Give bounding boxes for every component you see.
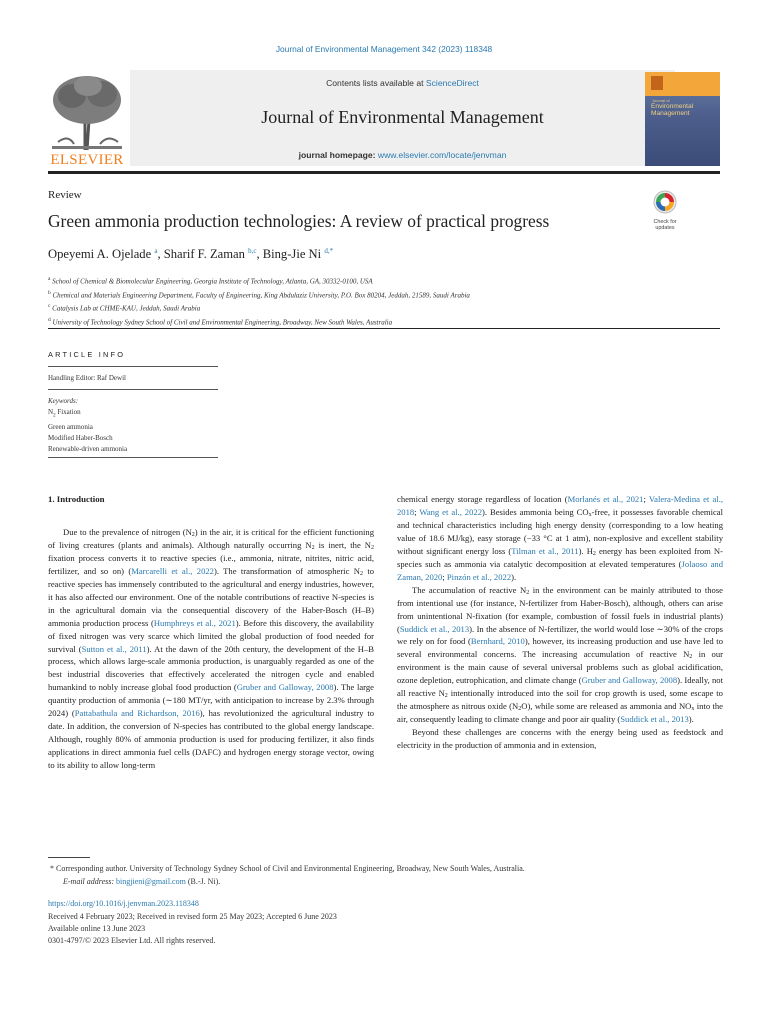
footnote-rule [48, 857, 90, 858]
author-name[interactable]: Opeyemi A. Ojelade [48, 247, 152, 262]
affiliation-text: University of Technology Sydney School of Civil and Environmental Engineering, Broadway, New South Wales, Australia [52, 318, 393, 327]
affiliation-item [48, 274, 470, 288]
citation-link[interactable]: Valera-Medina et al., 2018 [397, 494, 723, 517]
citation-link[interactable]: Tilman et al., 2011 [511, 545, 579, 556]
elsevier-tree-icon [48, 72, 126, 152]
citation-link[interactable]: Humphreys et al., 2021 [153, 617, 236, 628]
cover-logo-mark [651, 76, 663, 90]
journal-cover[interactable] [645, 72, 720, 166]
affiliation-item [48, 315, 470, 329]
check-updates-icon [653, 190, 677, 214]
article-type: Review [48, 189, 82, 201]
check-updates-label: Check for updates [653, 219, 677, 231]
online-date: Available online 13 June 2023 [48, 924, 146, 933]
elsevier-logo[interactable] [48, 72, 126, 168]
homepage-link[interactable]: www.elsevier.com/locate/jenvman [377, 150, 507, 160]
author-affil-marker[interactable]: d,* [324, 247, 334, 255]
email-label: E-mail address: [63, 877, 115, 886]
corresponding-author-note: * Corresponding author. University of Technology Sydney School of Civil and Environmental Engineering, Broadway, New South Wales, Australia. [50, 864, 525, 873]
body-column-left [48, 493, 374, 772]
journal-title: Journal of Environmental Management [261, 107, 544, 127]
body-paragraph: The accumulation of reactive $N_2$ in the environment can be mainly attributed to those from intentional use (for instance, N-fertilizer from Haber-Bosch), although, others can arise from unintentional N-fixation (for example, combustion of fossil fuels in industrial plants) (Suddick et al., 2013). In the absence of N-fertilizer, the world would lose ∼30% of the crops we rely on for food (Bernhard, 2010), however, its increasing production and use have led to several environmental concerns. The increasing accumulation of reactive $N_2$ in our environment is the main cause of several universal problems such as global acidification, ozone depletion, eutrophication, and climate change (Gruber and Galloway, 2008). Ideally, not all reactive $N_2$ intentionally introduced into the soil for crop growth is used, some escape to the atmosphere as nitrous oxide $(N_2O)$, while some are released as ammonia and $NO_x$ into the air, consequently leading to climate change and poor air quality (Suddick et al., 2013). [397, 584, 724, 725]
article-info-heading: ARTICLE INFO [48, 350, 126, 359]
sciencedirect-link[interactable]: ScienceDirect [425, 78, 479, 88]
article-info-divider [48, 328, 720, 329]
body-paragraph: Beyond these challenges are concerns with the energy being used as feedstock and electricity in the production of ammonia and in extension, [397, 727, 723, 751]
doi-link[interactable]: https://doi.org/10.1016/j.jenvman.2023.118348 [48, 899, 199, 908]
affiliation-marker: a [48, 276, 51, 282]
info-rule [48, 366, 218, 367]
affiliation-text: Chemical and Materials Engineering Department, Faculty of Engineering, King Abdulaziz University, P.O. Box 80204, Jeddah, 21589, Saudi Arabia [52, 290, 470, 299]
keywords-label: Keywords: [48, 397, 79, 405]
received-dates: Received 4 February 2023; Received in revised form 25 May 2023; Accepted 6 June 2023 [48, 912, 337, 921]
email-suffix: (B.-J. Ni). [187, 877, 221, 886]
contents-prefix: Contents lists available at [326, 78, 426, 88]
author-affil-marker[interactable]: a [154, 247, 158, 255]
body-column-right [397, 493, 723, 752]
citation-link[interactable]: Jolaoso and Zaman, 2020 [397, 558, 723, 582]
copyright: 0301-4797/© 2023 Elsevier Ltd. All rights reserved. [48, 936, 216, 945]
email-line [63, 877, 220, 886]
check-for-updates-badge[interactable] [647, 190, 683, 230]
citation-link[interactable]: Pattabathula and Richardson, 2016 [74, 708, 200, 719]
author-affil-marker[interactable]: b,c [248, 247, 257, 255]
masthead [48, 70, 720, 168]
citation-link[interactable]: Suddick et al., 2013 [399, 623, 470, 634]
affiliation-text: Catalysis Lab at CHME-KAU, Jeddah, Saudi Arabia [52, 304, 201, 313]
author-list: Opeyemi A. Ojelade $^a$, Sharif F. Zaman $^{b,c}$, Bing-Jie Ni $^{d,*}$ [48, 247, 334, 262]
affiliation-item [48, 301, 470, 315]
citation-link[interactable]: Suddick et al., 2013 [620, 714, 689, 725]
affiliation-marker: c [48, 303, 51, 310]
cover-title: Environmental Management [651, 103, 694, 117]
publisher-name: ELSEVIER [50, 152, 124, 168]
cover-small-text: Journal of [652, 98, 670, 103]
article-title: Green ammonia production technologies: A review of practical progress [48, 211, 550, 231]
citation-link[interactable]: Sutton et al., 2011 [81, 643, 147, 654]
info-rule [48, 389, 218, 390]
body-paragraph: Due to the prevalence of nitrogen $(N_2)$ in the air, it is critical for the efficient functioning of living creatures (plants and animals). Although naturally occurring $N_2$ is inert, the $N_2$ fixation process converts it to reactive species (i.e., ammonia, nitrate, nitrites, nitric acid, fertilizer, and so on) (Marcarelli et al., 2022). The transformation of atmospheric $N_2$ to reactive species has immensely contributed to the agricultural and energy industries, however, it has also affected our environment. One of the notable contributions of reactive N-species is in the agricultural domain via the consequential discovery of the Haber-Bosch (H–B) ammonia production process (Humphreys et al., 2021). Before this discovery, the availability of fixed nitrogen was very scarce which limited the global production of food needed for survival (Sutton et al., 2011). At the dawn of the 20th century, the development of the H–B process, which allows large-scale ammonia production, is unarguably regarded as one of the best industrial discoveries that effectively accelerated the nitrogen cycle and enabled humankind to nobly increase global food production (Gruber and Galloway, 2008). The large quantity production of ammonia (∼180 MT/yr, with anticipation to increase by 2.3% through 2024) (Pattabathula and Richardson, 2016), has revolutionized the agricultural industry to date. In addition, the conversion of N-species has contributed to the global energy landscape. Although, roughly 80% of ammonia production is used for producing fertilizer, it also finds applications in direct ammonia fuel cells (DAFC) and hydrogen energy storage vector, owing to its ability to allow long-term [48, 526, 375, 771]
citation-link[interactable]: Wang et al., 2022 [419, 506, 482, 517]
citation-link[interactable]: Bernhard, 2010 [470, 636, 525, 647]
info-rule [48, 457, 218, 458]
journal-header [130, 70, 675, 166]
citation-link[interactable]: Gruber and Galloway, 2008 [236, 682, 334, 693]
affiliation-text: School of Chemical & Biomolecular Engineering, Georgia Institute of Technology, Atlanta, GA, 30332-0100, USA [52, 277, 373, 286]
keyword-item: Green ammonia [48, 422, 93, 431]
citation-link[interactable]: Pinzón et al., 2022 [446, 571, 512, 582]
keyword-list [48, 407, 127, 455]
section-heading: 1. Introduction [48, 494, 105, 504]
affiliation-marker: b [48, 289, 51, 296]
homepage-prefix: journal homepage: [298, 150, 378, 160]
author-name[interactable]: Sharif F. Zaman [163, 247, 245, 262]
affiliation-marker: d [48, 316, 51, 323]
keyword-item: $N_2$ Fixation [48, 408, 81, 419]
keyword-item: Modified Haber-Bosch [48, 433, 113, 442]
affiliations [48, 274, 470, 329]
author-name[interactable]: Bing-Jie Ni [262, 247, 322, 262]
contents-line [130, 78, 675, 88]
journal-reference[interactable]: Journal of Environmental Management 342 (2023) 118348 [275, 44, 493, 54]
keyword-item: Renewable-driven ammonia [48, 445, 128, 453]
body-paragraph: chemical energy storage regardless of location (Morlanés et al., 2021; Valera-Medina et al., 2018; Wang et al., 2022). Besides ammonia being $CO_x$-free, it possesses favorable chemical and technical characteristics including high energy density (corresponding to a low heating value of 18.6 MJ/kg), easy storage (−33 °C at 1 atm), non-explosive and excellent stability without significant energy loss (Tilman et al., 2011). $H_2$ energy has been exploited from N-species such as ammonia via catalytic decomposition at elevated temperatures (Jolaoso and Zaman, 2020; Pinzón et al., 2022). [397, 494, 723, 582]
email-link[interactable]: bingjieni@gmail.com [116, 877, 186, 886]
affiliation-item [48, 288, 470, 302]
homepage-line [130, 150, 675, 160]
citation-link[interactable]: Marcarelli et al., 2022 [131, 565, 214, 576]
citation-link[interactable]: Morlanés et al., 2021 [567, 494, 644, 504]
citation-link[interactable]: Gruber and Galloway, 2008 [581, 675, 678, 686]
header-divider [48, 171, 720, 174]
handling-editor: Handling Editor: Raf Dewil [48, 374, 126, 382]
